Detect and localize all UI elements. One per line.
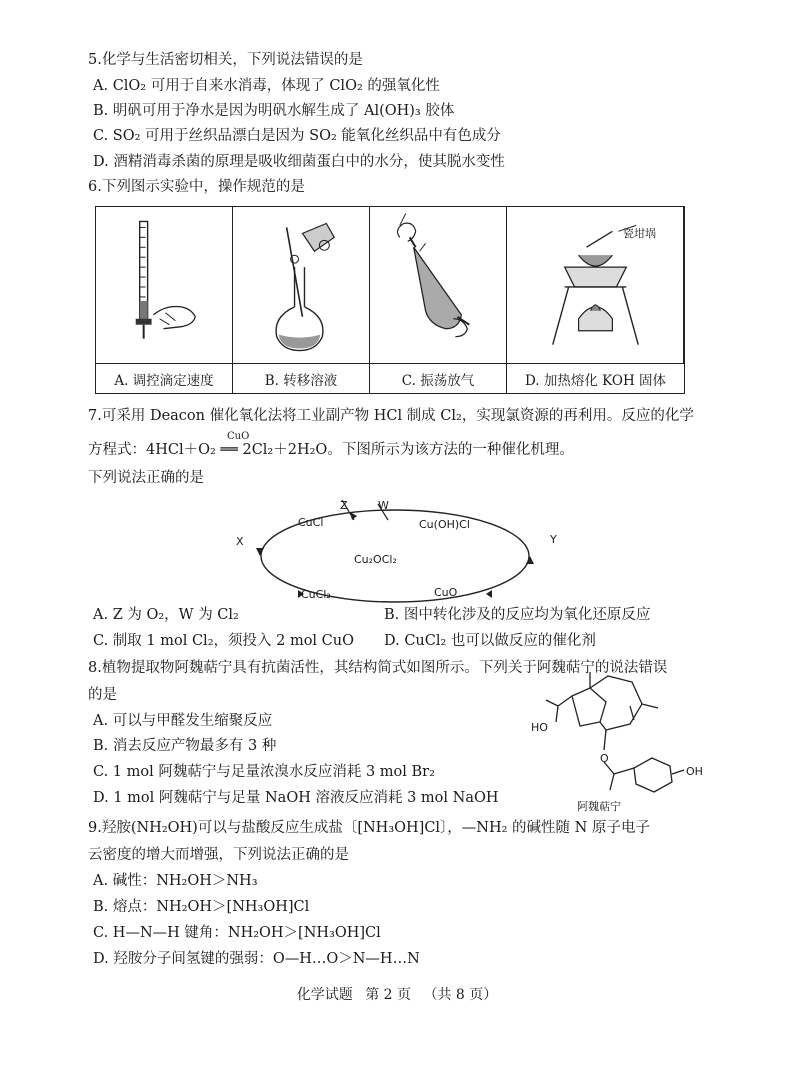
q9-stem-line-1: 9.羟胺(NH₂OH)可以与盐酸反应生成盐〔[NH₃OH]Cl〕，—NH₂ 的碱性随 N 原子电子 [88, 820, 650, 836]
q6-apparatus-table [95, 206, 685, 394]
z-label: Z [340, 499, 348, 512]
q5-option-a: A. ClO₂ 可用于自来水消毒，体现了 ClO₂ 的强氧化性 [93, 78, 440, 94]
q7-option-b: B. 图中转化涉及的反应均为氧化还原反应 [384, 607, 651, 623]
q7-option-d: D. CuCl₂ 也可以做反应的催化剂 [384, 633, 596, 649]
footer-page: 第 2 页 [365, 987, 411, 1003]
q9-option-c: C. H—N—H 键角：NH₂OH＞[NH₃OH]Cl [93, 925, 381, 941]
cucl-label: CuCl [298, 516, 324, 529]
q9-option-b: B. 熔点：NH₂OH＞[NH₃OH]Cl [93, 899, 310, 915]
q6-caption-d: D. 加热熔化 KOH 固体 [507, 363, 684, 393]
q6-caption-c: C. 振荡放气 [370, 363, 507, 393]
cuo-label: CuO [434, 586, 458, 599]
struct-caption: 阿魏萜宁 [577, 800, 621, 813]
q7-stem-line-2: 方程式：4HCl＋O₂ ══ 2Cl₂＋2H₂O。下图所示为该方法的一种催化机理。 [88, 442, 574, 458]
q6-caption-b: B. 转移溶液 [233, 363, 370, 393]
q8-option-d: D. 1 mol 阿魏萜宁与足量 NaOH 溶液反应消耗 3 mol NaOH [93, 790, 499, 806]
separatory-funnel-figure [370, 207, 507, 363]
q9-option-a: A. 碱性：NH₂OH＞NH₃ [93, 873, 258, 889]
footer-subject: 化学试题 [296, 987, 353, 1003]
struct-o-label: O [600, 752, 609, 765]
struct-ho-label: HO [531, 721, 548, 734]
burette-figure [96, 207, 233, 363]
q9-option-d: D. 羟胺分子间氢键的强弱：O—H…O＞N—H…N [93, 951, 420, 967]
w-label: W [378, 499, 389, 512]
q5-option-c: C. SO₂ 可用于丝织品漂白是因为 SO₂ 能氧化丝织品中有色成分 [93, 128, 501, 144]
cucl2-label: CuCl₂ [301, 588, 331, 601]
volumetric-flask-figure [233, 207, 370, 363]
cu2ocl2-label: Cu₂OCl₂ [354, 553, 397, 566]
footer-total: （共 8 页） [423, 987, 498, 1003]
y-label: Y [550, 533, 557, 546]
q6-caption-a: A. 调控滴定速度 [96, 363, 233, 393]
q6-stem: 6.下列图示实验中，操作规范的是 [88, 179, 305, 195]
q9-stem-line-2: 云密度的增大而增强，下列说法正确的是 [88, 847, 349, 863]
q7-option-c: C. 制取 1 mol Cl₂，须投入 2 mol CuO [93, 633, 354, 649]
struct-oh-label: OH [686, 765, 703, 778]
q8-option-b: B. 消去反应产物最多有 3 种 [93, 738, 277, 754]
crucible-heating-figure [507, 207, 684, 363]
q8-option-c: C. 1 mol 阿魏萜宁与足量浓溴水反应消耗 3 mol Br₂ [93, 764, 435, 780]
q5-option-d: D. 酒精消毒杀菌的原理是吸收细菌蛋白中的水分，使其脱水变性 [93, 154, 505, 170]
page-footer [0, 984, 794, 1004]
q8-stem-line-1: 8.植物提取物阿魏萜宁具有抗菌活性，其结构简式如图所示。下列关于阿魏萜宁的说法错误 [88, 660, 668, 676]
cuohcl-label: Cu(OH)Cl [419, 518, 470, 531]
q5-stem: 5.化学与生活密切相关，下列说法错误的是 [88, 52, 363, 68]
q7-option-a: A. Z 为 O₂，W 为 Cl₂ [93, 607, 239, 623]
q7-stem-line-1: 7.可采用 Deacon 催化氧化法将工业副产物 HCl 制成 Cl₂，实现氯资源的再利用。反应的化学 [88, 408, 694, 424]
q7-prompt: 下列说法正确的是 [88, 470, 204, 486]
q7-catalyst: CuO [227, 431, 250, 442]
q8-stem-line-2: 的是 [88, 687, 117, 703]
q8-option-a: A. 可以与甲醛发生缩聚反应 [93, 713, 273, 729]
q5-option-b: B. 明矾可用于净水是因为明矾水解生成了 Al(OH)₃ 胶体 [93, 103, 455, 119]
x-label: X [236, 535, 244, 548]
crucible-label: 瓷坩埚 [623, 227, 656, 240]
